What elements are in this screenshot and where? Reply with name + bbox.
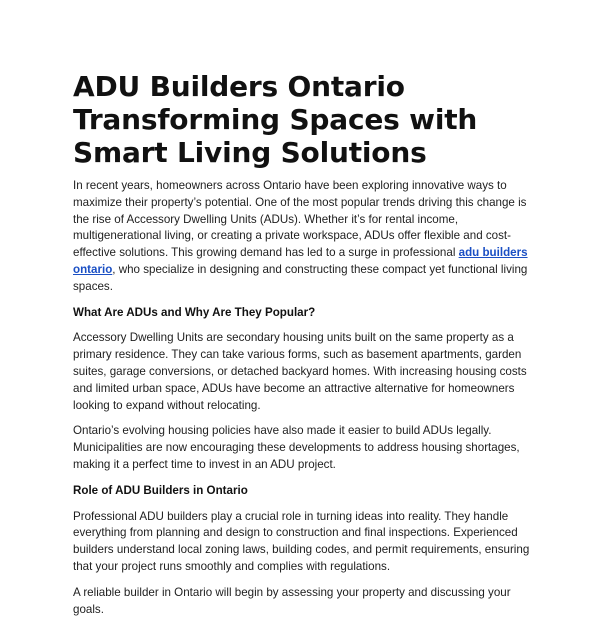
section1-paragraph-2: Ontario’s evolving housing policies have also made it easier to build ADUs legally. Municipalities are now encouraging these developments to address housing shortages, making it a perfect time to invest in an ADU project. [73, 424, 520, 471]
intro-paragraph [73, 178, 533, 296]
intro-text-before-link: In recent years, homeowners across Ontario have been exploring innovative ways to maximize their property’s potential. One of the most popular trends driving this change is the rise of Accessory Dwelling Units (ADUs). Whether it’s for rental income, multigenerational living, or creating a private workspace, ADUs offer flexible and cost-effective solutions. This growing demand has led to a surge in professional [73, 179, 527, 260]
title-line-2: Transforming Spaces with [73, 103, 478, 136]
title-line-3: Smart Living Solutions [73, 136, 427, 169]
section-heading-role-of-builders: Role of ADU Builders in Ontario [73, 483, 248, 497]
page-title [73, 70, 533, 169]
adu-builders-ontario-link[interactable]: adu builders ontario [73, 246, 528, 276]
document-page [73, 70, 533, 627]
section2-paragraph-1: Professional ADU builders play a crucial role in turning ideas into reality. They handle everything from planning and design to construction and final inspections. Experienced builders understand local zoning laws, building codes, and permit requirements, ensuring that your project runs smoothly and complies with regulations. [73, 509, 530, 573]
intro-text-after-link: , who specialize in designing and constructing these compact yet functional living spaces. [73, 262, 528, 293]
section2-paragraph-2: A reliable builder in Ontario will begin by assessing your property and discussing your goals. [73, 585, 511, 616]
section1-paragraph-1: Accessory Dwelling Units are secondary housing units built on the same property as a primary residence. They can take various forms, such as basement apartments, garden suites, garage conversions, or detached backyard homes. With increasing housing costs and limited urban space, ADUs have become an attractive alternative for homeowners looking to expand without relocating. [73, 331, 527, 412]
title-line-1: ADU Builders Ontario [73, 70, 405, 103]
section-heading-what-are-adus: What Are ADUs and Why Are They Popular? [73, 305, 316, 319]
